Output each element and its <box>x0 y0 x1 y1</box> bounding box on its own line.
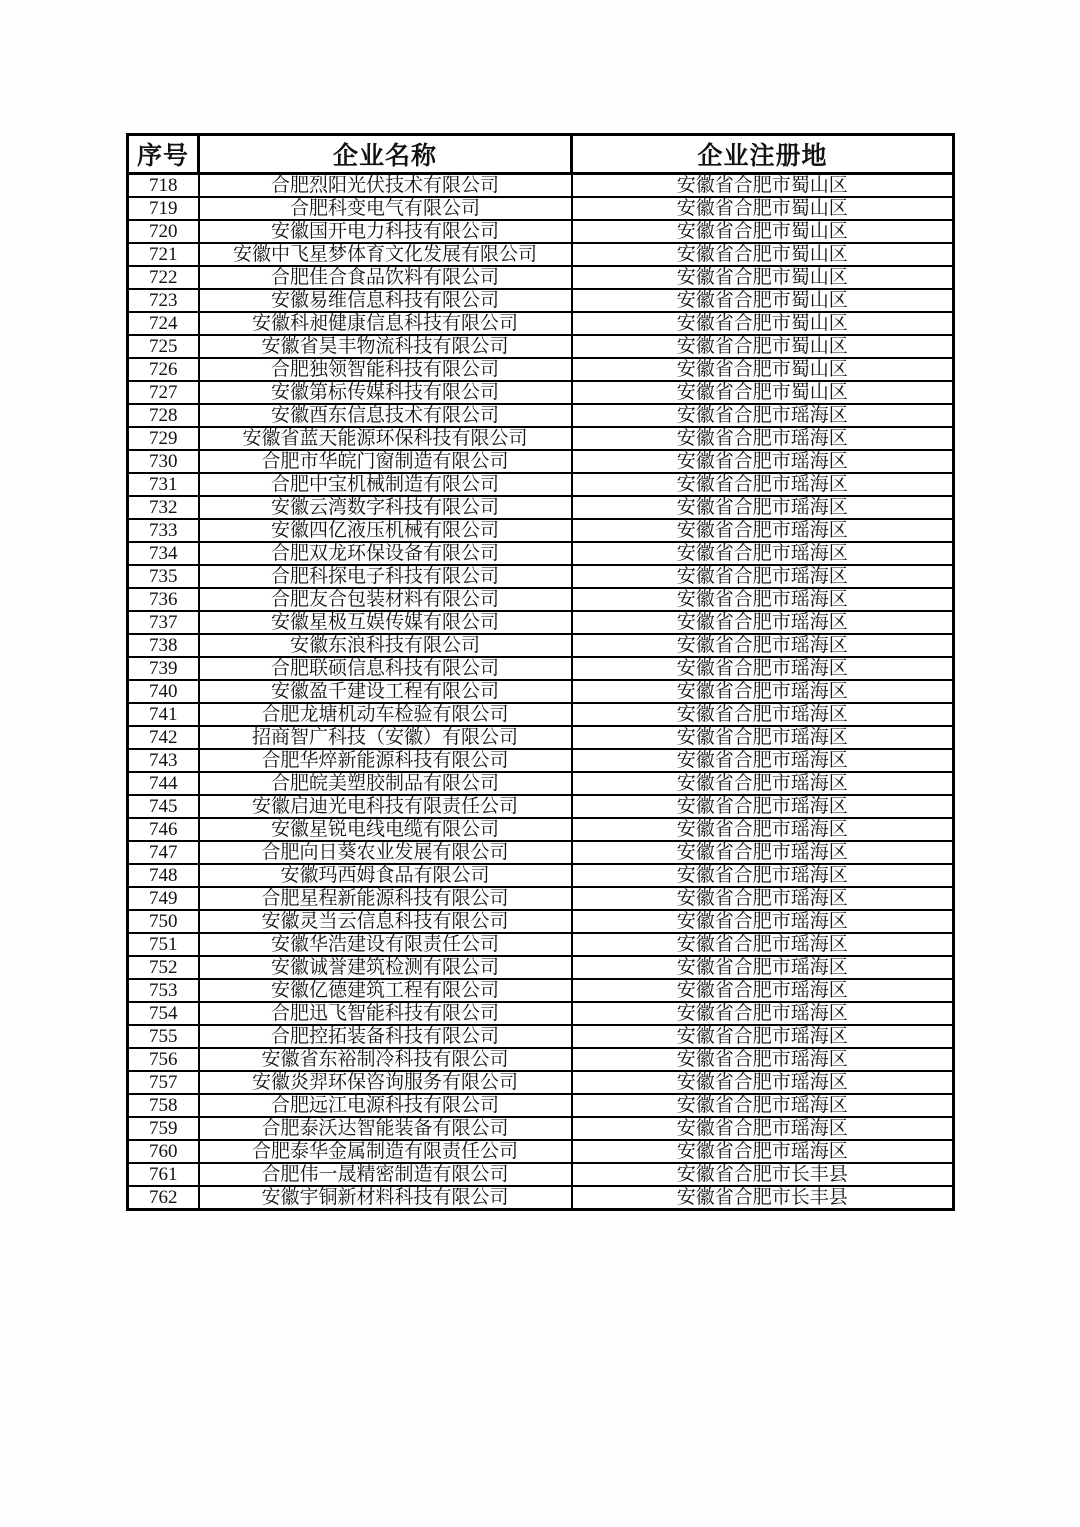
table-row <box>128 749 954 772</box>
table-row <box>128 174 954 198</box>
cell-registration-place: 安徽省合肥市瑶海区 <box>572 473 954 496</box>
cell-registration-place: 安徽省合肥市瑶海区 <box>572 933 954 956</box>
cell-serial-number: 721 <box>128 243 199 266</box>
table-row <box>128 795 954 818</box>
cell-serial-number: 734 <box>128 542 199 565</box>
cell-company-name: 合肥独领智能科技有限公司 <box>199 358 572 381</box>
table-row <box>128 1025 954 1048</box>
cell-registration-place: 安徽省合肥市瑶海区 <box>572 634 954 657</box>
cell-serial-number: 723 <box>128 289 199 312</box>
cell-company-name: 合肥烈阳光伏技术有限公司 <box>199 174 572 198</box>
column-header-registration-place: 企业注册地 <box>572 135 954 174</box>
table-row <box>128 1048 954 1071</box>
cell-company-name: 安徽诚誉建筑检测有限公司 <box>199 956 572 979</box>
cell-serial-number: 753 <box>128 979 199 1002</box>
cell-registration-place: 安徽省合肥市瑶海区 <box>572 910 954 933</box>
cell-serial-number: 720 <box>128 220 199 243</box>
table-row <box>128 680 954 703</box>
cell-company-name: 安徽玛西姆食品有限公司 <box>199 864 572 887</box>
cell-company-name: 安徽第标传媒科技有限公司 <box>199 381 572 404</box>
table-row <box>128 864 954 887</box>
cell-serial-number: 758 <box>128 1094 199 1117</box>
cell-company-name: 合肥双龙环保设备有限公司 <box>199 542 572 565</box>
table-row <box>128 197 954 220</box>
table-row <box>128 910 954 933</box>
table-row <box>128 1163 954 1186</box>
cell-serial-number: 746 <box>128 818 199 841</box>
cell-serial-number: 748 <box>128 864 199 887</box>
table-header-row <box>128 135 954 174</box>
table-body <box>128 174 954 1210</box>
cell-company-name: 合肥联硕信息科技有限公司 <box>199 657 572 680</box>
cell-registration-place: 安徽省合肥市瑶海区 <box>572 427 954 450</box>
cell-serial-number: 751 <box>128 933 199 956</box>
cell-serial-number: 743 <box>128 749 199 772</box>
cell-registration-place: 安徽省合肥市瑶海区 <box>572 542 954 565</box>
table-row <box>128 1140 954 1163</box>
cell-registration-place: 安徽省合肥市瑶海区 <box>572 519 954 542</box>
cell-serial-number: 738 <box>128 634 199 657</box>
table-row <box>128 473 954 496</box>
cell-registration-place: 安徽省合肥市瑶海区 <box>572 703 954 726</box>
cell-registration-place: 安徽省合肥市瑶海区 <box>572 680 954 703</box>
cell-serial-number: 740 <box>128 680 199 703</box>
cell-company-name: 安徽四亿液压机械有限公司 <box>199 519 572 542</box>
cell-registration-place: 安徽省合肥市瑶海区 <box>572 1048 954 1071</box>
table-row <box>128 841 954 864</box>
cell-company-name: 安徽星极互娱传媒有限公司 <box>199 611 572 634</box>
cell-company-name: 安徽科昶健康信息科技有限公司 <box>199 312 572 335</box>
cell-registration-place: 安徽省合肥市瑶海区 <box>572 841 954 864</box>
cell-registration-place: 安徽省合肥市瑶海区 <box>572 1094 954 1117</box>
table-row <box>128 588 954 611</box>
cell-registration-place: 安徽省合肥市蜀山区 <box>572 312 954 335</box>
table-row <box>128 956 954 979</box>
table-row <box>128 1186 954 1210</box>
table-row <box>128 243 954 266</box>
table-row <box>128 266 954 289</box>
cell-serial-number: 752 <box>128 956 199 979</box>
cell-registration-place: 安徽省合肥市瑶海区 <box>572 749 954 772</box>
cell-serial-number: 739 <box>128 657 199 680</box>
cell-company-name: 合肥伟一晟精密制造有限公司 <box>199 1163 572 1186</box>
cell-registration-place: 安徽省合肥市瑶海区 <box>572 450 954 473</box>
table-row <box>128 220 954 243</box>
cell-company-name: 安徽盈千建设工程有限公司 <box>199 680 572 703</box>
cell-registration-place: 安徽省合肥市瑶海区 <box>572 565 954 588</box>
cell-serial-number: 722 <box>128 266 199 289</box>
table-row <box>128 427 954 450</box>
cell-company-name: 安徽炎羿环保咨询服务有限公司 <box>199 1071 572 1094</box>
cell-serial-number: 744 <box>128 772 199 795</box>
cell-registration-place: 安徽省合肥市瑶海区 <box>572 979 954 1002</box>
cell-serial-number: 741 <box>128 703 199 726</box>
cell-serial-number: 733 <box>128 519 199 542</box>
cell-company-name: 合肥友合包装材料有限公司 <box>199 588 572 611</box>
cell-registration-place: 安徽省合肥市瑶海区 <box>572 1025 954 1048</box>
cell-serial-number: 747 <box>128 841 199 864</box>
table-row <box>128 542 954 565</box>
cell-registration-place: 安徽省合肥市瑶海区 <box>572 726 954 749</box>
cell-company-name: 安徽省东裕制冷科技有限公司 <box>199 1048 572 1071</box>
cell-company-name: 安徽宇铜新材料科技有限公司 <box>199 1186 572 1210</box>
cell-registration-place: 安徽省合肥市瑶海区 <box>572 496 954 519</box>
cell-company-name: 合肥迅飞智能科技有限公司 <box>199 1002 572 1025</box>
cell-registration-place: 安徽省合肥市瑶海区 <box>572 795 954 818</box>
cell-company-name: 合肥佳合食品饮料有限公司 <box>199 266 572 289</box>
cell-registration-place: 安徽省合肥市瑶海区 <box>572 1002 954 1025</box>
cell-company-name: 合肥市华皖门窗制造有限公司 <box>199 450 572 473</box>
cell-serial-number: 745 <box>128 795 199 818</box>
cell-serial-number: 756 <box>128 1048 199 1071</box>
cell-serial-number: 762 <box>128 1186 199 1210</box>
table-row <box>128 657 954 680</box>
cell-serial-number: 755 <box>128 1025 199 1048</box>
cell-registration-place: 安徽省合肥市瑶海区 <box>572 818 954 841</box>
cell-company-name: 安徽东浪科技有限公司 <box>199 634 572 657</box>
cell-company-name: 安徽酉东信息技术有限公司 <box>199 404 572 427</box>
cell-registration-place: 安徽省合肥市瑶海区 <box>572 1117 954 1140</box>
cell-serial-number: 760 <box>128 1140 199 1163</box>
table-row <box>128 519 954 542</box>
column-header-company-name: 企业名称 <box>199 135 572 174</box>
table-row <box>128 772 954 795</box>
cell-serial-number: 754 <box>128 1002 199 1025</box>
table-row <box>128 404 954 427</box>
cell-company-name: 安徽亿德建筑工程有限公司 <box>199 979 572 1002</box>
cell-company-name: 合肥泰华金属制造有限责任公司 <box>199 1140 572 1163</box>
table-row <box>128 933 954 956</box>
cell-registration-place: 安徽省合肥市长丰县 <box>572 1163 954 1186</box>
cell-registration-place: 安徽省合肥市瑶海区 <box>572 588 954 611</box>
cell-serial-number: 736 <box>128 588 199 611</box>
table-row <box>128 335 954 358</box>
cell-registration-place: 安徽省合肥市瑶海区 <box>572 864 954 887</box>
cell-company-name: 合肥泰沃达智能装备有限公司 <box>199 1117 572 1140</box>
cell-company-name: 合肥星程新能源科技有限公司 <box>199 887 572 910</box>
cell-registration-place: 安徽省合肥市蜀山区 <box>572 174 954 198</box>
cell-company-name: 合肥龙塘机动车检验有限公司 <box>199 703 572 726</box>
cell-serial-number: 725 <box>128 335 199 358</box>
cell-company-name: 安徽省蓝天能源环保科技有限公司 <box>199 427 572 450</box>
cell-registration-place: 安徽省合肥市瑶海区 <box>572 772 954 795</box>
cell-serial-number: 750 <box>128 910 199 933</box>
cell-company-name: 安徽省昊丰物流科技有限公司 <box>199 335 572 358</box>
table-row <box>128 703 954 726</box>
cell-serial-number: 724 <box>128 312 199 335</box>
cell-company-name: 合肥华焠新能源科技有限公司 <box>199 749 572 772</box>
cell-registration-place: 安徽省合肥市瑶海区 <box>572 611 954 634</box>
cell-serial-number: 727 <box>128 381 199 404</box>
cell-company-name: 安徽星锐电线电缆有限公司 <box>199 818 572 841</box>
cell-registration-place: 安徽省合肥市瑶海区 <box>572 404 954 427</box>
column-header-serial-number: 序号 <box>128 135 199 174</box>
cell-company-name: 安徽灵当云信息科技有限公司 <box>199 910 572 933</box>
cell-company-name: 合肥皖美塑胶制品有限公司 <box>199 772 572 795</box>
cell-company-name: 安徽华浩建设有限责任公司 <box>199 933 572 956</box>
cell-serial-number: 728 <box>128 404 199 427</box>
cell-registration-place: 安徽省合肥市蜀山区 <box>572 220 954 243</box>
cell-serial-number: 726 <box>128 358 199 381</box>
cell-company-name: 合肥向日葵农业发展有限公司 <box>199 841 572 864</box>
table-row <box>128 1094 954 1117</box>
cell-serial-number: 742 <box>128 726 199 749</box>
cell-registration-place: 安徽省合肥市长丰县 <box>572 1186 954 1210</box>
cell-registration-place: 安徽省合肥市瑶海区 <box>572 1071 954 1094</box>
table-row <box>128 289 954 312</box>
cell-registration-place: 安徽省合肥市蜀山区 <box>572 197 954 220</box>
cell-serial-number: 749 <box>128 887 199 910</box>
cell-company-name: 安徽国开电力科技有限公司 <box>199 220 572 243</box>
cell-company-name: 招商智广科技（安徽）有限公司 <box>199 726 572 749</box>
cell-serial-number: 731 <box>128 473 199 496</box>
table-row <box>128 312 954 335</box>
cell-serial-number: 735 <box>128 565 199 588</box>
table-row <box>128 1117 954 1140</box>
cell-serial-number: 729 <box>128 427 199 450</box>
table-row <box>128 358 954 381</box>
cell-registration-place: 安徽省合肥市瑶海区 <box>572 956 954 979</box>
table-row <box>128 634 954 657</box>
table-row <box>128 1002 954 1025</box>
table-row <box>128 1071 954 1094</box>
table-row <box>128 381 954 404</box>
cell-company-name: 安徽中飞星梦体育文化发展有限公司 <box>199 243 572 266</box>
cell-registration-place: 安徽省合肥市蜀山区 <box>572 243 954 266</box>
cell-company-name: 合肥中宝机械制造有限公司 <box>199 473 572 496</box>
cell-company-name: 合肥科探电子科技有限公司 <box>199 565 572 588</box>
company-table <box>126 133 955 1211</box>
cell-company-name: 安徽云湾数字科技有限公司 <box>199 496 572 519</box>
cell-registration-place: 安徽省合肥市瑶海区 <box>572 657 954 680</box>
table-row <box>128 726 954 749</box>
cell-company-name: 合肥远江电源科技有限公司 <box>199 1094 572 1117</box>
cell-registration-place: 安徽省合肥市瑶海区 <box>572 887 954 910</box>
cell-registration-place: 安徽省合肥市蜀山区 <box>572 358 954 381</box>
table-row <box>128 565 954 588</box>
table-row <box>128 611 954 634</box>
cell-registration-place: 安徽省合肥市蜀山区 <box>572 266 954 289</box>
cell-company-name: 合肥科变电气有限公司 <box>199 197 572 220</box>
table-row <box>128 818 954 841</box>
table-row <box>128 979 954 1002</box>
table-row <box>128 450 954 473</box>
cell-serial-number: 730 <box>128 450 199 473</box>
cell-company-name: 安徽启迪光电科技有限责任公司 <box>199 795 572 818</box>
cell-company-name: 合肥控拓装备科技有限公司 <box>199 1025 572 1048</box>
cell-registration-place: 安徽省合肥市蜀山区 <box>572 381 954 404</box>
cell-serial-number: 719 <box>128 197 199 220</box>
cell-registration-place: 安徽省合肥市瑶海区 <box>572 1140 954 1163</box>
cell-serial-number: 757 <box>128 1071 199 1094</box>
cell-registration-place: 安徽省合肥市蜀山区 <box>572 289 954 312</box>
cell-registration-place: 安徽省合肥市蜀山区 <box>572 335 954 358</box>
cell-serial-number: 718 <box>128 174 199 198</box>
cell-serial-number: 759 <box>128 1117 199 1140</box>
cell-company-name: 安徽易维信息科技有限公司 <box>199 289 572 312</box>
table-row <box>128 887 954 910</box>
cell-serial-number: 732 <box>128 496 199 519</box>
cell-serial-number: 737 <box>128 611 199 634</box>
table-row <box>128 496 954 519</box>
cell-serial-number: 761 <box>128 1163 199 1186</box>
